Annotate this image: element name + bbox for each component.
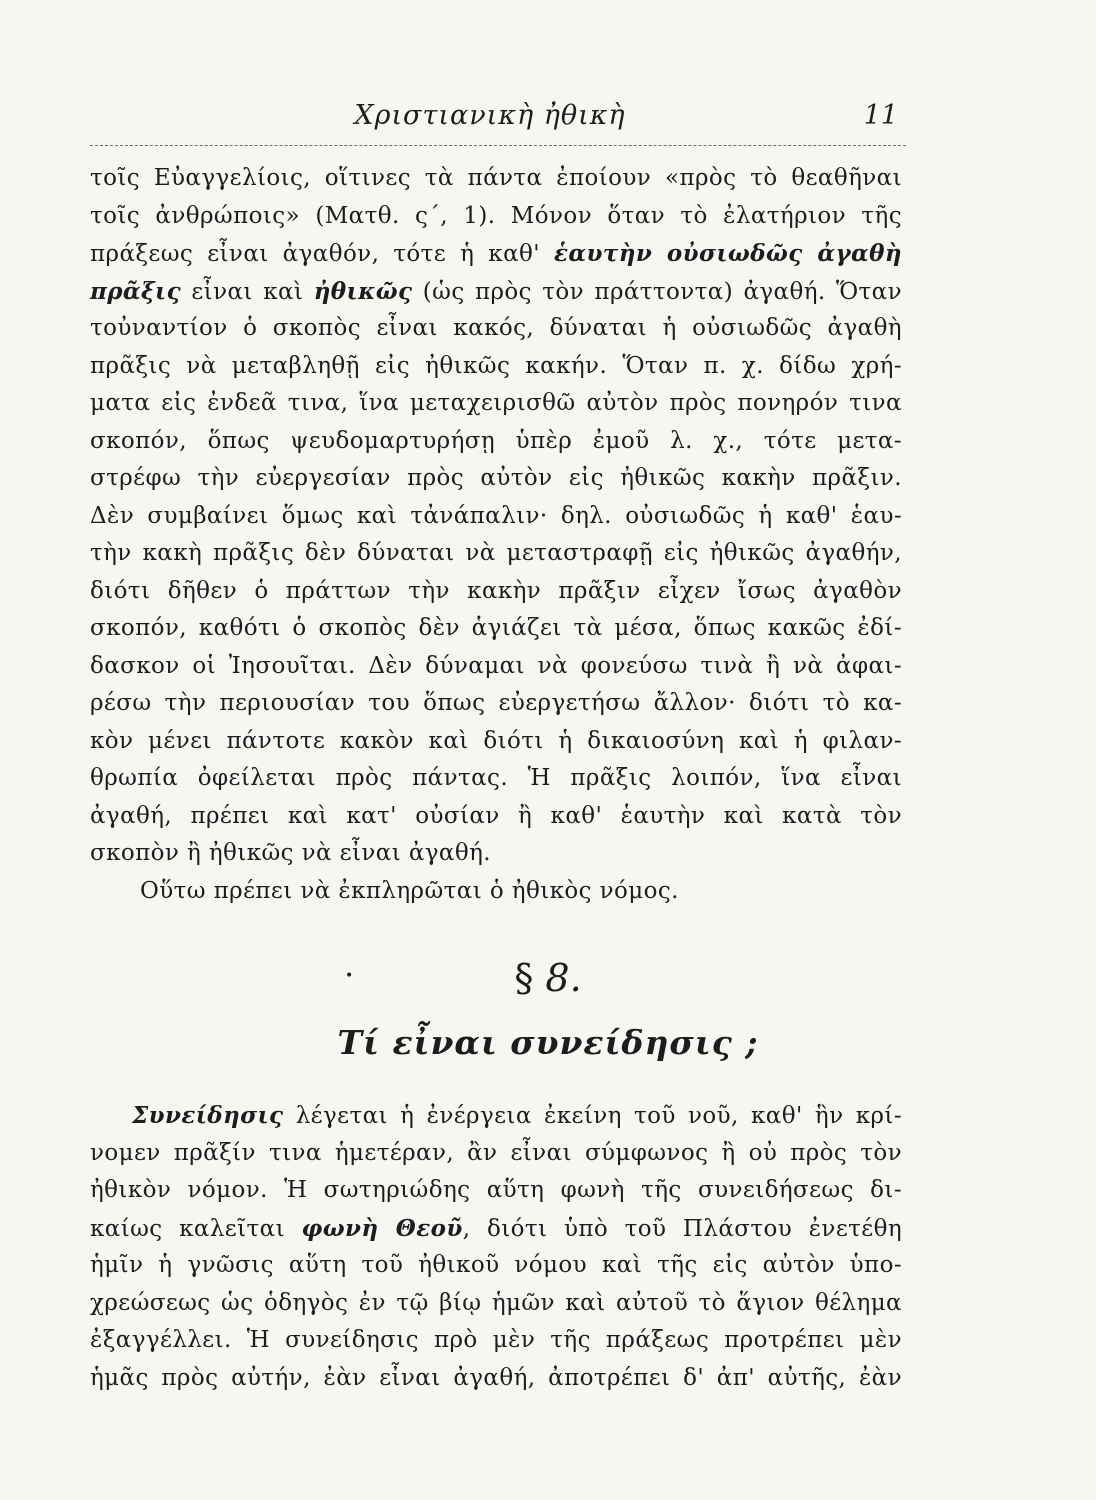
section-title: Τί εἶναι συνείδησις ;: [337, 1023, 759, 1062]
page-number: 11: [863, 100, 898, 131]
text-run: (ὡς πρὸς τὸν πράττοντα) ἀγαθή. Ὅταν: [412, 278, 902, 305]
running-header: [90, 100, 898, 140]
text-line: τοῖς ἀνθρώποις» (Ματθ. ς΄, 1). Μόνον ὅταν τὸ ἐλατήριον τῆς: [90, 202, 902, 229]
text-line: [90, 273, 902, 311]
header-rule: [90, 145, 906, 146]
bullet-mark: •: [345, 968, 354, 984]
text-run: καίως καλεῖται: [90, 1215, 302, 1242]
emphasis-text: φωνὴ Θεοῦ: [301, 1214, 463, 1242]
emphasis-text: ἠθικῶς: [313, 277, 413, 305]
text-line: ἀγαθή, πρέπει καὶ κατ' οὐσίαν ἢ καθ' ἑαυτὴν καὶ κατὰ τὸν: [90, 802, 902, 829]
text-line: δασκον οἱ Ἰησουῖται. Δὲν δύναμαι νὰ φονεύσω τινὰ ἢ νὰ ἀφαι-: [90, 652, 902, 679]
text-line: ἠθικὸν νόμον. Ἡ σωτηριώδης αὕτη φωνὴ τῆς συνειδήσεως δι-: [90, 1177, 902, 1203]
section-symbol: §: [514, 956, 534, 1000]
text-run: λέγεται ἡ ἐνέργεια ἐκείνη τοῦ νοῦ, καθ' ἣν κρί-: [283, 1103, 902, 1129]
text-line: ρέσω τὴν περιουσίαν του ὅπως εὐεργετήσω ἄλλον· διότι τὸ κα-: [90, 690, 902, 716]
text-line: νομεν πρᾶξίν τινα ἡμετέραν, ἂν εἶναι σύμφωνος ἢ οὐ πρὸς τὸν: [90, 1139, 902, 1166]
text-line: ματα εἰς ἐνδεᾶ τινα, ἵνα μεταχειρισθῶ αὐτὸν πρὸς πονηρόν τινα: [90, 390, 902, 416]
emphasis-text: ἑαυτὴν οὐσιωδῶς ἀγαθὴ: [554, 240, 903, 267]
text-line: Οὕτω πρέπει νὰ ἐκπληρῶται ὁ ἠθικὸς νόμος.: [140, 877, 679, 904]
text-line: τὴν κακὴ πρᾶξις δὲν δύναται νὰ μεταστραφῇ εἰς ἠθικῶς ἀγαθήν,: [90, 540, 902, 566]
text-line: [90, 1097, 902, 1135]
text-run: πράξεως εἶναι ἀγαθόν, τότε ἡ καθ': [90, 241, 555, 267]
text-run: εἶναι καὶ: [181, 278, 314, 305]
text-line: κὸν μένει πάντοτε κακὸν καὶ διότι ἡ δικαιοσύνη καὶ ἡ φιλαν-: [90, 727, 902, 754]
text-line: πρᾶξις νὰ μεταβληθῇ εἰς ἠθικῶς κακήν. Ὅταν π. χ. δίδω χρή-: [90, 352, 902, 379]
running-title: Χριστιανικὴ ἠθικὴ: [354, 100, 626, 131]
text-line: σκοπόν, καθότι ὁ σκοπὸς δὲν ἁγιάζει τὰ μέσα, ὅπως κακῶς ἐδί-: [90, 615, 902, 641]
text-line: τοὐναντίον ὁ σκοπὸς εἶναι κακός, δύναται ἡ οὐσιωδῶς ἀγαθὴ: [90, 315, 902, 341]
text-run: , διότι ὑπὸ τοῦ Πλάστου ἐνετέθη: [462, 1215, 902, 1242]
text-line: σκοπόν, ὅπως ψευδομαρτυρήσῃ ὑπὲρ ἐμοῦ λ. χ., τότε μετα-: [90, 427, 902, 454]
text-line: Δὲν συμβαίνει ὅμως καὶ τἀνάπαλιν· δηλ. οὐσιωδῶς ἡ καθ' ἑαυ-: [90, 502, 902, 529]
text-line: στρέφω τὴν εὐεργεσίαν πρὸς αὐτὸν εἰς ἠθικῶς κακὴν πρᾶξιν.: [90, 465, 902, 491]
text-line: ἡμῖν ἡ γνῶσις αὕτη τοῦ ἠθικοῦ νόμου καὶ τῆς εἰς αὐτὸν ὑπο-: [90, 1252, 902, 1278]
emphasis-text: πρᾶξις: [90, 277, 181, 305]
text-line: [90, 1210, 902, 1248]
text-line: ἐξαγγέλλει. Ἡ συνείδησις πρὸ μὲν τῆς πράξεως προτρέπει μὲν: [90, 1327, 902, 1353]
text-line: τοῖς Εὐαγγελίοις, οἵτινες τὰ πάντα ἐποίουν «πρὸς τὸ θεαθῆναι: [90, 165, 902, 191]
paragraph-conscience-definition: [90, 1097, 902, 1397]
text-line: σκοπὸν ἢ ἠθικῶς νὰ εἶναι ἀγαθή.: [90, 840, 491, 866]
section-number-value: 8.: [545, 956, 582, 1000]
text-line: χρεώσεως ὡς ὁδηγὸς ἐν τῷ βίῳ ἡμῶν καὶ αὐτοῦ τὸ ἅγιον θέλημα: [90, 1289, 902, 1316]
text-line: διότι δῆθεν ὁ πράττων τὴν κακὴν πρᾶξιν εἶχεν ἴσως ἀγαθὸν: [90, 577, 902, 604]
text-line: θρωπία ὀφείλεται πρὸς πάντας. Ἡ πρᾶξις λοιπόν, ἵνα εἶναι: [90, 765, 902, 791]
emphasis-text: Συνείδησις: [132, 1102, 284, 1129]
paragraph-conscience-intro: [90, 160, 902, 910]
text-line: ἡμᾶς πρὸς αὐτήν, ἐὰν εἶναι ἀγαθή, ἀποτρέπει δ' ἀπ' αὐτῆς, ἐὰν: [90, 1364, 902, 1391]
section-number: [0, 956, 1096, 1000]
text-line: [90, 235, 902, 273]
